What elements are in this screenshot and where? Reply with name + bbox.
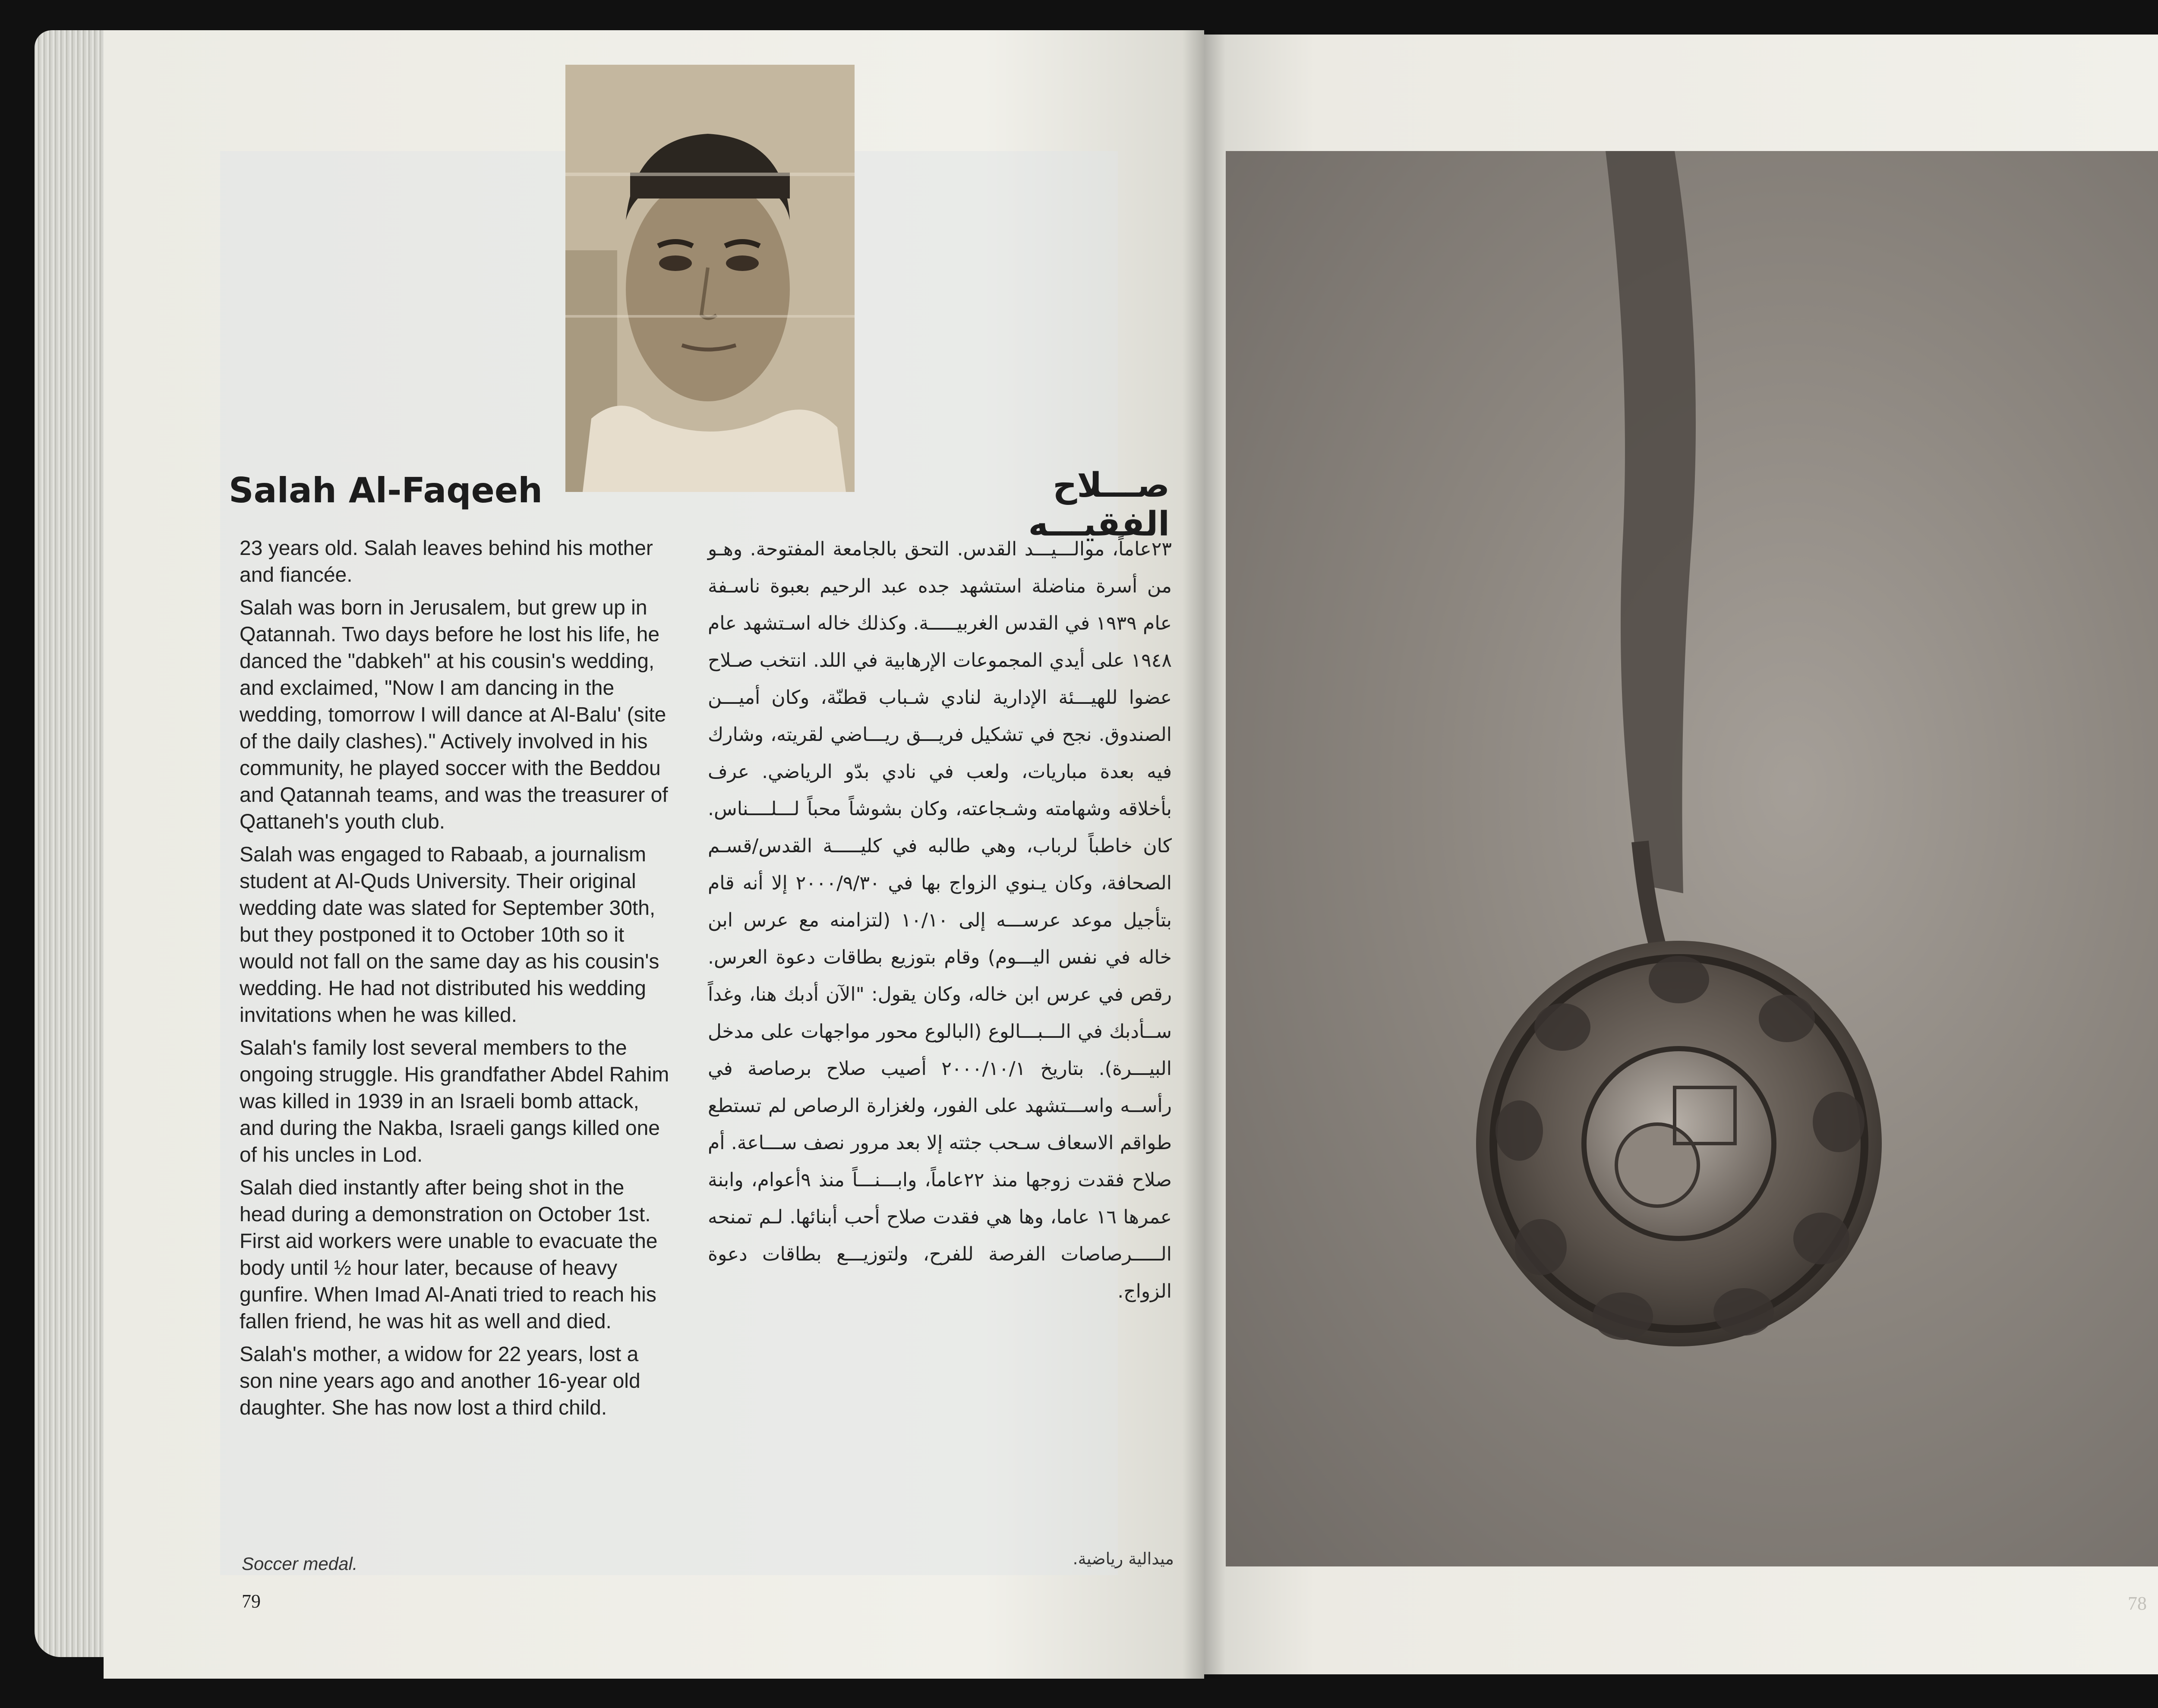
page-number-left: 79 [242, 1591, 261, 1612]
paragraph: 23 years old. Salah leaves behind his mother and fiancée. [240, 537, 653, 586]
paragraph: Salah died instantly after being shot in the head during a demonstration on October 1st. First aid workers were unable to evacuate the body until ½ hour later, because of heavy gunfire. When Imad Al-Anati tried to reach his fallen friend, he was hit as well and died. [240, 1176, 658, 1333]
person-name-arabic: صـــلاح الفقيـــه [1028, 466, 1170, 544]
paragraph: Salah was engaged to Rabaab, a journalism student at Al-Quds University. Their original wedding date was slated for September 30th, but they postponed it to October 10th so it would not fall on the same day as his cousin's wedding. He had not distributed his wedding invitations when he was killed. [240, 843, 659, 1027]
photo-caption-english: Soccer medal. [242, 1554, 358, 1574]
page-number-right: 78 [2128, 1593, 2147, 1614]
arabic-biography: ٢٣عاماً، موالـــيـــد القدس. التحق بالجامعة المفتوحة. وهـو من أسرة مناضلة استشهد جده عبد الرحيم بعبوة ناسـفة عام ١٩٣٩ في القدس الغربيـــــة. وكذلك خاله اسـتشهد عام ١٩٤٨ على أيدي المجموعات الإرهابية في اللد. انتخب صـلاح عضوا للهيـــئة الإدارية لنادي شـباب قطنّة، وكان أميـــن الصندوق. نجح في تشكيل فريـــق ريـــاضي لقريته، وشارك فيه بعدة مباريات، ولعب في نادي بدّو الرياضي. عرف بأخلاقه وشهامته وشـجاعته، وكان بشوشاً محباً لـــلــــناس. كان خاطباً لرباب، وهي طالبه في كليـــــة القدس/قسـم الصحافة، وكان يـنوي الزواج بها في ٢٠٠٠/٩/٣٠ إلا أنه قام بتأجيل موعد عرســـه إلى ١٠/١٠ (لتزامنه مع عرس ابن خاله في نفس اليـــوم) وقام بتوزيع بطاقات دعوة العرس. رقص في عرس ابن خاله، وكان يقول: "الآن أدبك هنا، وغداً ســأدبك في الـــبـــالوع (البالوع محور مواجهات على مدخل البيـــرة). بتاريخ ٢٠٠٠/١٠/١ أصيب صلاح برصاصة في رأســه واســـتشهد على الفور، ولغزارة الرصاص لم تستطع طواقم الاسعاف سـحب جثته إلا بعد مرور نصف ســـاعة. أم صلاح فقدت زوجها منذ ٢٢عاماً، وابـــنـــاً منذ ٩أعوام، وابنة عمرها ١٦ عاما، وها هي فقدت صلاح أحب أبنائها. لـم تمنحه الـــــرصاصات الفرصة للفرح، ولتوزيـــع بطاقات دعوة الزواج. [708, 538, 1172, 1302]
person-name-english: Salah Al-Faqeeh [229, 470, 543, 511]
portrait-photo [565, 65, 855, 492]
photo-caption-arabic: ميدالية رياضية. [1073, 1549, 1174, 1568]
paragraph: Salah's family lost several members to the ongoing struggle. His grandfather Abdel Rahim was killed in 1939 in an Israeli bomb attack, and during the Nakba, Israeli gangs killed one of his uncles in Lod. [240, 1037, 669, 1166]
book-gutter [1183, 30, 1226, 1679]
paragraph: Salah's mother, a widow for 22 years, lost a son nine years ago and another 16-year old daughter. She has now lost a third child. [240, 1343, 640, 1419]
soccer-medal-photo [1226, 151, 2158, 1566]
english-biography [240, 535, 675, 1428]
paragraph: Salah was born in Jerusalem, but grew up in Qatannah. Two days before he lost his life, he danced the "dabkeh" at his cousin's wedding, and exclaimed, "Now I am dancing in the wedding, tomorrow I will dance at Al-Balu' (site of the daily clashes)." Actively involved in his community, he played soccer with the Beddou and Qatannah teams, and was the treasurer of Qattaneh's youth club. [240, 596, 668, 833]
